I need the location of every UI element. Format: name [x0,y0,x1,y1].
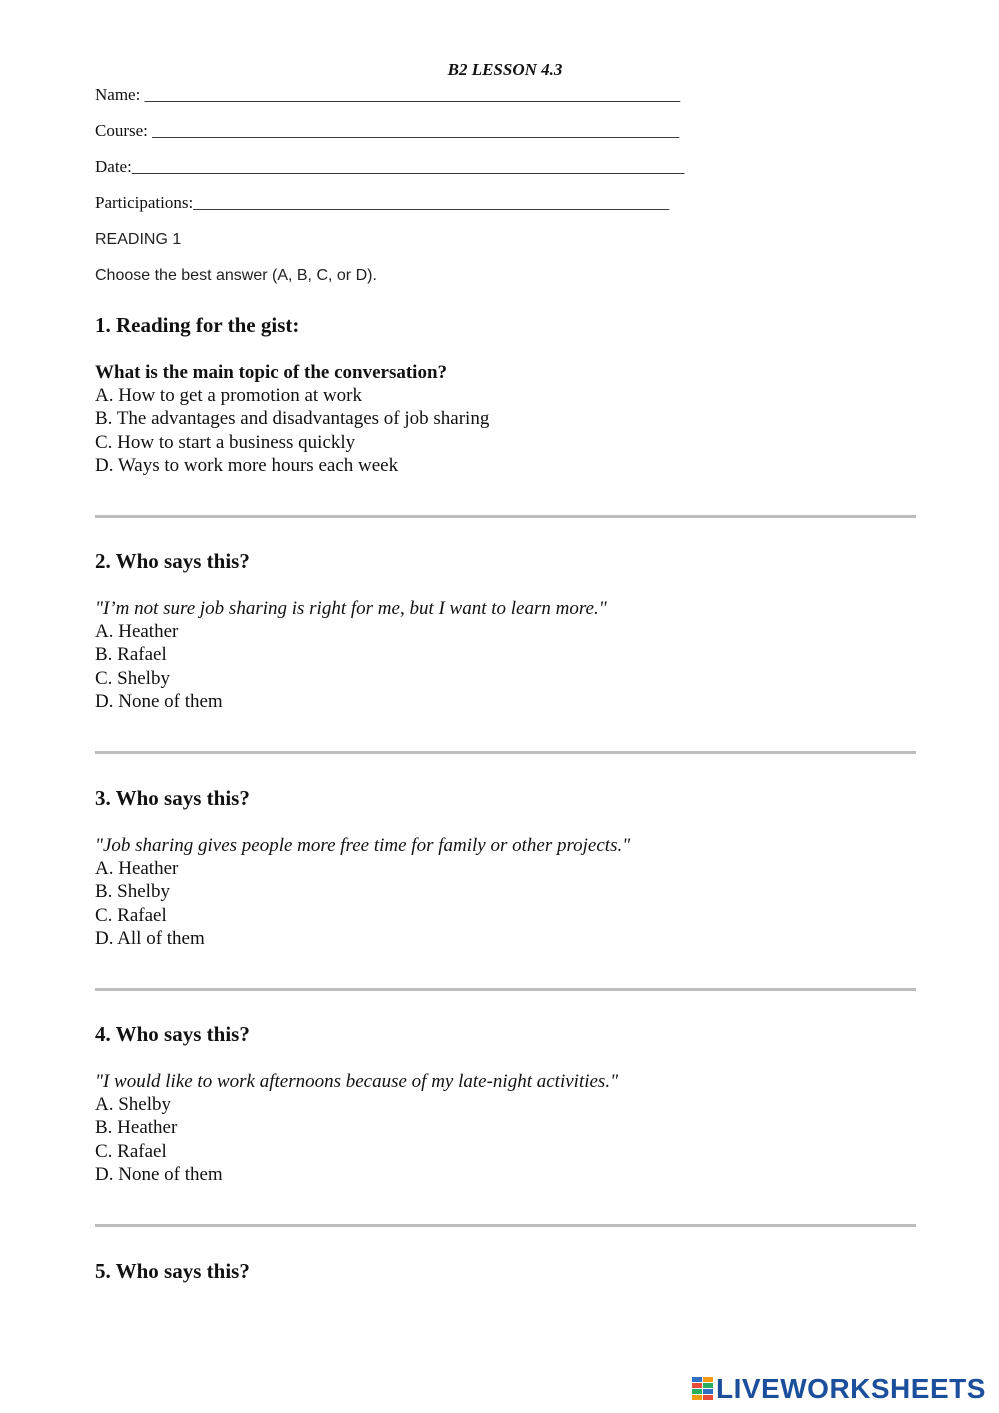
question-3-option-a[interactable]: A. Heather [95,858,179,880]
question-3-option-c[interactable]: C. Rafael [95,904,167,926]
question-4-option-c[interactable]: C. Rafael [95,1140,167,1162]
question-3-heading: 3. Who says this? [95,786,250,810]
divider [95,1224,916,1227]
course-field[interactable]: Course: ______________________________________________________________ [95,121,680,140]
question-2-option-c[interactable]: C. Shelby [95,667,170,689]
question-4-prompt: "I would like to work afternoons because of my late-night activities." [95,1071,619,1092]
date-field[interactable]: Date:_________________________________________________________________ [95,157,685,176]
question-2-option-b[interactable]: B. Rafael [95,644,167,666]
question-2-heading: 2. Who says this? [95,549,250,573]
question-4-option-b[interactable]: B. Heather [95,1117,178,1139]
section-title: READING 1 [95,231,182,248]
question-1-heading: 1. Reading for the gist: [95,313,300,337]
question-4-option-d[interactable]: D. None of them [95,1163,223,1185]
divider [95,751,916,754]
divider [95,515,916,518]
divider [95,988,916,991]
question-2-option-a[interactable]: A. Heather [95,621,179,643]
page-title: B2 LESSON 4.3 [447,60,563,79]
question-3-prompt: "Job sharing gives people more free time for family or other projects." [95,835,631,856]
question-1 [95,361,489,477]
name-field[interactable]: Name: _______________________________________________________________ [95,85,681,104]
question-1-option-a[interactable]: A. How to get a promotion at work [95,385,363,407]
instructions: Choose the best answer (A, B, C, or D). [95,267,377,284]
question-3 [95,834,630,950]
question-5-heading: 5. Who says this? [95,1259,250,1283]
question-4-heading: 4. Who says this? [95,1022,250,1046]
liveworksheets-logo [692,1375,986,1403]
question-3-option-b[interactable]: B. Shelby [95,881,170,903]
question-2-prompt: "I’m not sure job sharing is right for me, but I want to learn more." [95,598,607,619]
liveworksheets-logo-text: LIVEWORKSHEETS [716,1373,986,1404]
question-4-option-a[interactable]: A. Shelby [95,1094,171,1116]
participations-field[interactable]: Participations:________________________________________________________ [95,193,670,212]
question-4 [95,1070,618,1186]
question-2 [95,597,607,713]
question-3-option-d[interactable]: D. All of them [95,927,205,949]
question-2-option-d[interactable]: D. None of them [95,690,223,712]
question-1-option-b[interactable]: B. The advantages and disadvantages of job sharing [95,408,490,430]
question-1-prompt: What is the main topic of the conversation? [95,362,448,383]
question-1-option-c[interactable]: C. How to start a business quickly [95,431,356,453]
question-1-option-d[interactable]: D. Ways to work more hours each week [95,454,399,476]
liveworksheets-logo-icon [692,1377,714,1401]
